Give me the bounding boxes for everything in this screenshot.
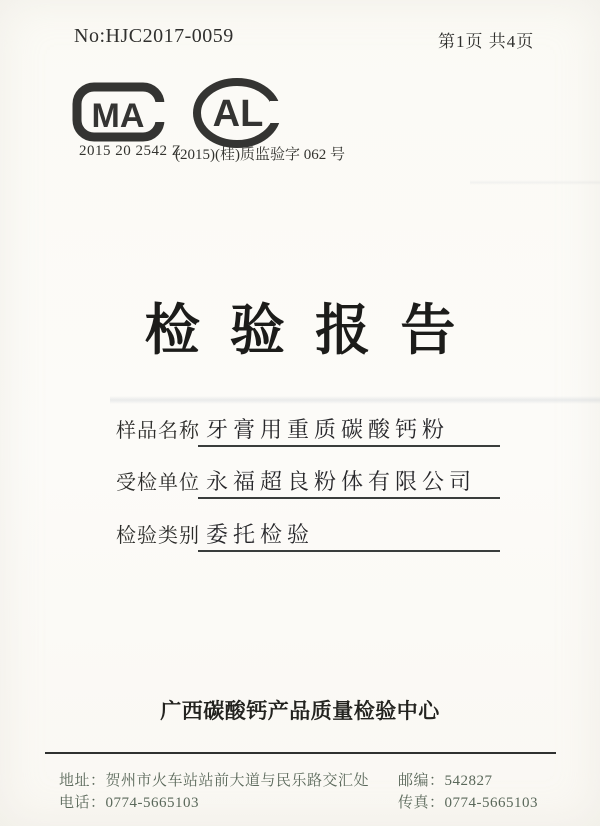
phone-label: 电话： (59, 795, 106, 811)
footer-fax (398, 791, 538, 812)
field-sample-name (116, 411, 500, 447)
cma-letters: MA (91, 97, 145, 135)
inspected-unit-value: 永福超良粉体有限公司 (206, 469, 477, 494)
page-indicator: 第1页 共4页 (438, 32, 535, 51)
sample-name-label: 样品名称 (116, 420, 200, 442)
inspection-category-underline (198, 516, 500, 552)
inspected-unit-label: 受检单位 (116, 472, 200, 494)
cal-mark-svg (192, 78, 285, 149)
cal-letters: AL (212, 93, 264, 135)
footer-phone (59, 791, 199, 812)
cma-certificate-number: 2015 20 2542 Z (79, 143, 182, 159)
report-title: 检验报告 (144, 300, 486, 361)
footer-postcode (398, 769, 493, 790)
address-label: 地址： (59, 773, 106, 789)
document-number: No:HJC2017-0059 (74, 25, 234, 47)
cma-mark-icon (72, 82, 165, 142)
footer-address (59, 769, 369, 790)
fax-value: 0774-5665103 (444, 795, 539, 811)
inspection-category-label: 检验类别 (116, 525, 200, 547)
organization-name: 广西碳酸钙产品质量检验中心 (160, 699, 440, 723)
inspected-unit-underline (198, 463, 500, 499)
fax-label: 传真： (398, 795, 445, 811)
cal-mark-icon (192, 78, 285, 149)
address-value: 贺州市火车站站前大道与民乐路交汇处 (105, 773, 370, 789)
scan-crease-small (470, 180, 600, 185)
postcode-value: 542827 (444, 773, 493, 789)
sample-name-underline (198, 411, 500, 447)
scan-crease (110, 396, 600, 404)
cma-mark-svg (72, 82, 165, 142)
inspection-category-value: 委托检验 (206, 522, 315, 547)
cal-certificate-number: (2015)(桂)质监验字 062 号 (175, 147, 345, 163)
field-inspection-category (116, 516, 500, 552)
phone-value: 0774-5665103 (105, 795, 200, 811)
sample-name-value: 牙膏用重质碳酸钙粉 (206, 417, 450, 442)
field-inspected-unit (116, 463, 500, 499)
footer-divider (45, 752, 556, 754)
postcode-label: 邮编： (398, 773, 445, 789)
